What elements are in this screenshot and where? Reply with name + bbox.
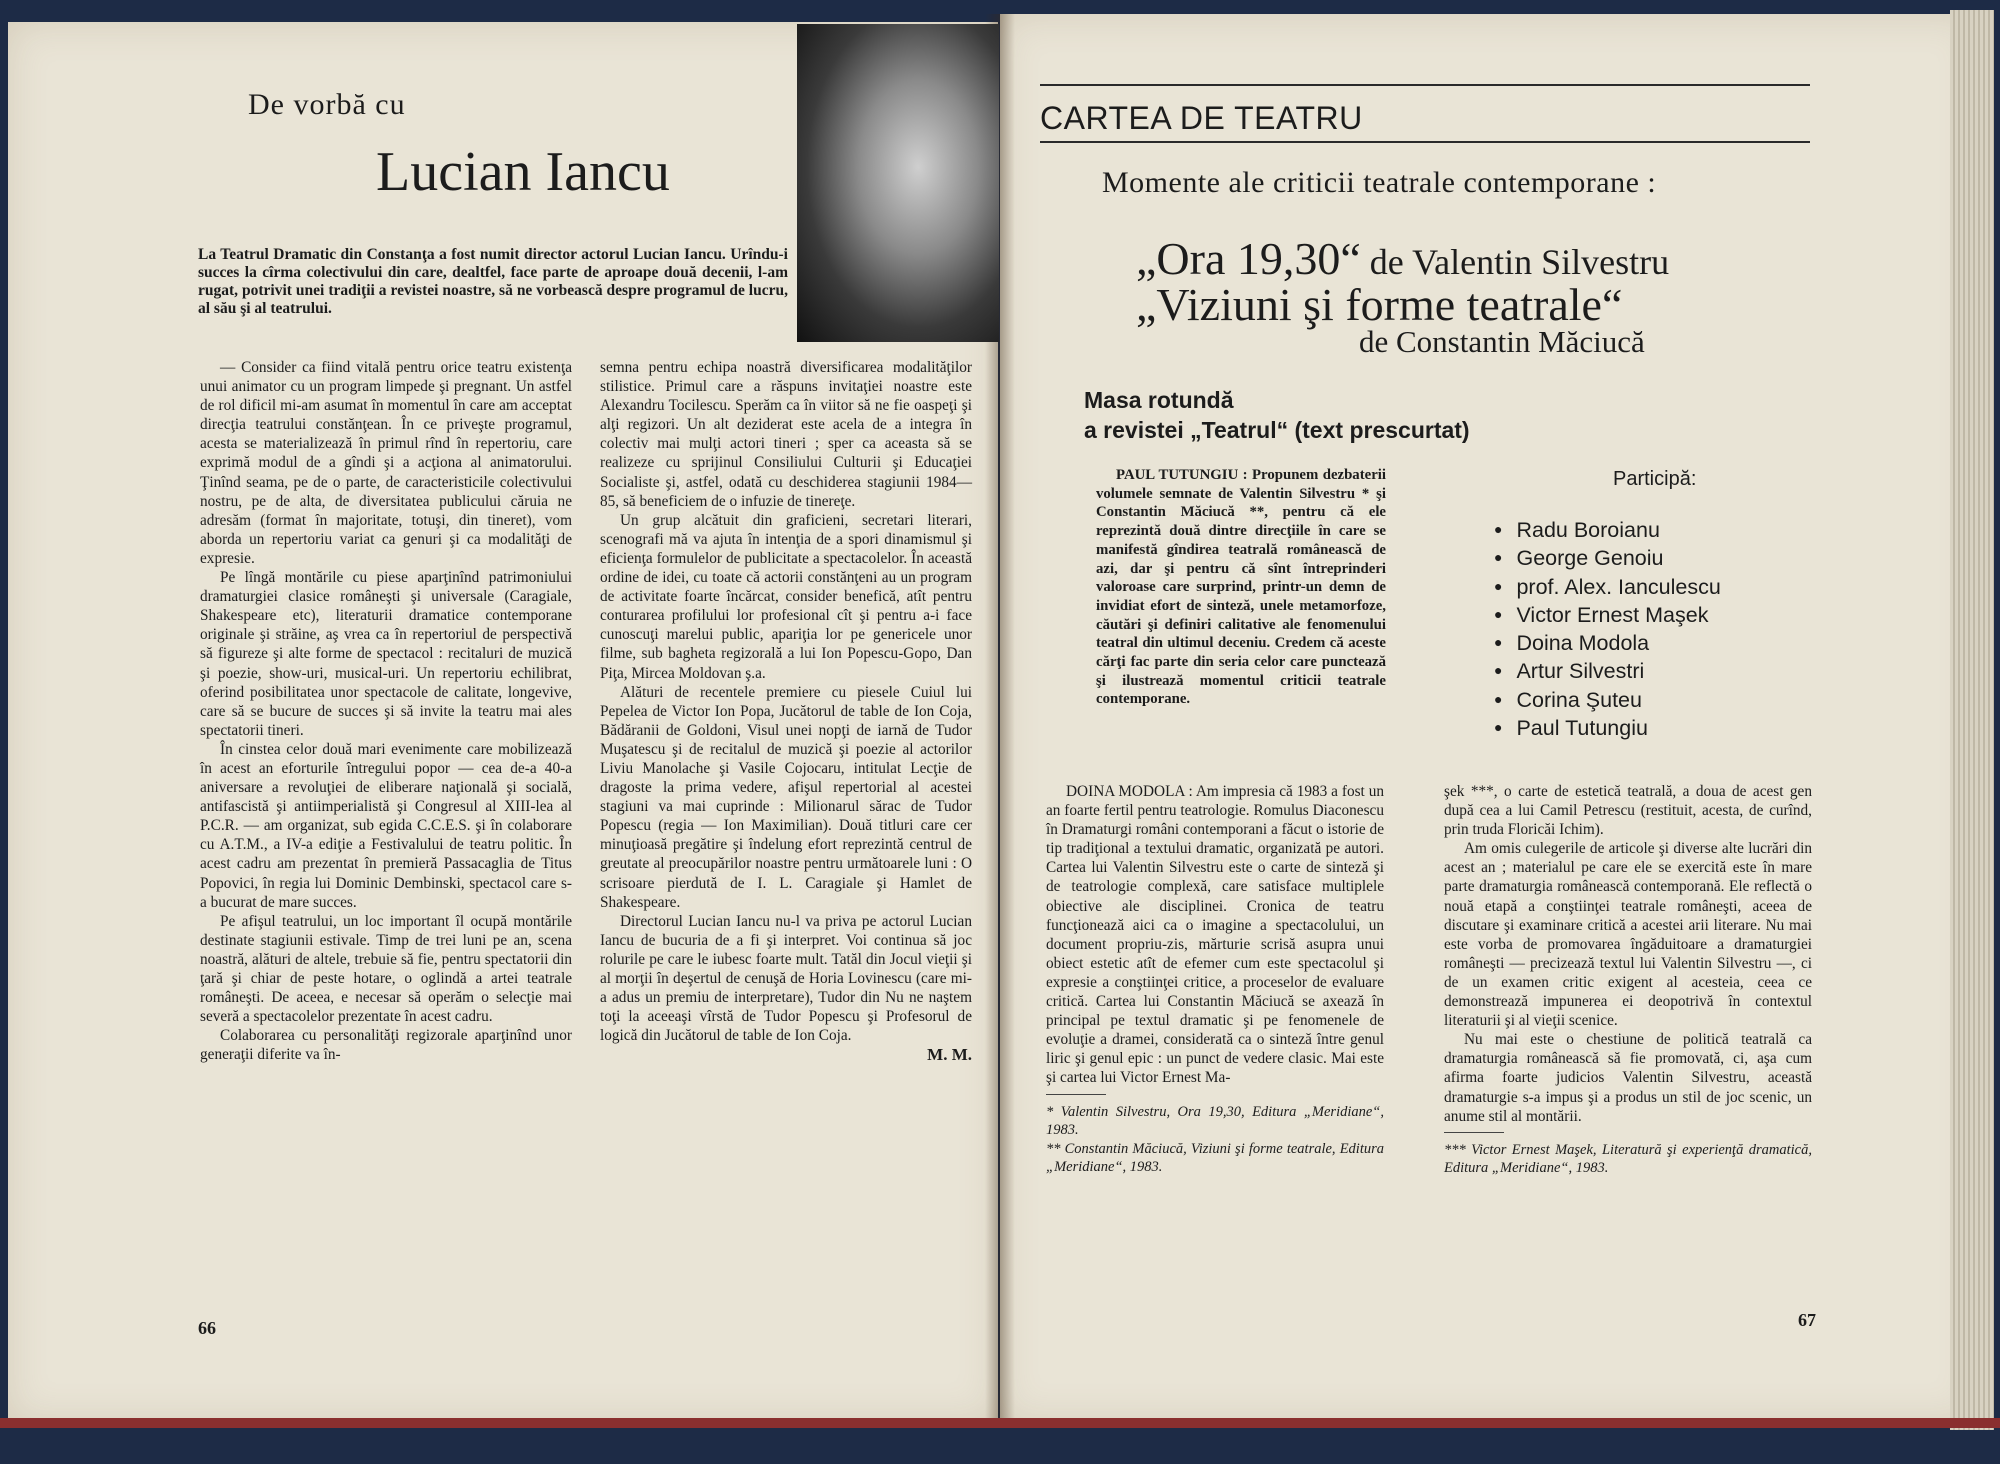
rule-top: [1040, 84, 1810, 86]
participants-list: [1494, 517, 1721, 743]
list-item: ● Artur Silvestri: [1494, 658, 1721, 686]
page-edges: [1950, 10, 1994, 1430]
footnotes: [1046, 1103, 1384, 1177]
tutungiu-intro: [1096, 466, 1386, 709]
book-2-author: de Constantin Măciucă: [1359, 324, 1645, 359]
right-column-1: [1046, 782, 1384, 1177]
series-title: Momente ale criticii teatrale contemporane :: [1102, 166, 1657, 199]
footnote: *** Victor Ernest Maşek, Literatură şi experienţă dramatică, Editura „Meridiane“, 1983.: [1444, 1141, 1812, 1177]
paragraph: DOINA MODOLA : Am impresia că 1983 a fost un an foarte fertil pentru teatrologie. Romulus Diaconescu în Dramaturgi români contemporani a făcut o istorie de tip tradiţional a textului dramatic, organizată pe autori. Cartea lui Valentin Silvestru este o carte de sinteză şi de teatrologie complexă, care satisface multiplele obiective ale disciplinei. Cronica de teatru funcţionează aici ca o imagine a spectacolului, un document propriu-zis, mărturie scrisă asupra unui obiect estetic atît de efemer cum este spectacolul şi expresie a conştiinţei critice, a proceselor de evaluare critică. Cartea lui Constantin Măciucă se axează în principal pe textul dramatic şi pe fenomenele de evoluţie a dramei, considerată ca o sinteză între genul liric şi genul epic : un punct de vedere clasic. Mai este şi cartea lui Victor Ernest Ma-: [1046, 783, 1384, 1087]
portrait-photo: [797, 24, 999, 342]
paragraph: — Consider ca fiind vitală pentru orice teatru existenţa unui animator cu un program limpede şi pregnant. Un astfel de rol dificil mi-am asumat în momentul în care am acceptat direcţia teatrului constănţean. În ce priveşte programul, acesta se materializează în primul rînd în repertoriu, care exprimă modul de a gîndi şi a acţiona al animatorului. Ţinînd seama, pe de o parte, de caracteristicile colectivului nostru, pe de alta, de diversitatea publicului căruia ne adresăm (format în majoritate, totuşi, din tineret), vom aborda un repertoriu variat ca genuri şi ca modalităţi de expresie.: [200, 359, 572, 567]
section-title: CARTEA DE TEATRU: [1040, 100, 1363, 136]
rule-bottom: [1040, 141, 1810, 143]
list-item: ● Radu Boroianu: [1494, 517, 1721, 545]
paragraph: Directorul Lucian Iancu nu-l va priva pe actorul Lucian Iancu de bucuria de a fi şi interpret. Voi continua să joc rolurile pe care le iubesc foarte mult. Tatăl din Jocul vieţii şi al morţii în deşertul de cenuşă de Horia Lovinescu (care mi-a adus un premiu de interpretare), Tudor din Nu ne naştem toţi la aceeaşi vîrstă de Tudor Popescu şi Profesorul de logică din Jucătorul de table de Ion Coja.: [600, 912, 972, 1045]
page-number-right: 67: [1798, 1310, 1816, 1330]
list-item: ● prof. Alex. Ianculescu: [1494, 574, 1721, 602]
book-1-author: de Valentin Silvestru: [1369, 242, 1670, 282]
left-column-2: [600, 358, 972, 1064]
footnote-rule: [1046, 1094, 1106, 1095]
paragraph: PAUL TUTUNGIU : Propunem dezbaterii volumele semnate de Valentin Silvestru * şi Constantin Măciucă **, pentru că ele reprezintă două dintre direcţiile în care se manifestă gîndirea teatrală românească de azi, dar şi pentru că sînt întreprinderi valoroase care surprind, printr-un demn de invidiat efort de sinteză, unele metamorfoze, căutări şi definiri calitative ale fenomenului teatral din ultimul deceniu. Credem că aceste cărţi fac parte din seria celor care punctează şi ilustrează momentul criticii teatrale contemporane.: [1096, 467, 1386, 708]
paragraph: În cinstea celor două mari evenimente care mobilizează în acest an eforturile întregului popor — cea de-a 40-a aniversare a revoluţiei de eliberare naţională şi socială, antifascistă şi antiimperialistă şi Congresul al XIII-lea al P.C.R. — am organizat, sub egida C.C.E.S. şi în colaborare cu A.T.M., a IV-a ediţie a Festivalului de teatru politic. În acest cadru am prezentat în premieră Passacaglia de Titus Popovici, în regia lui Dominic Dembinski, spectacol care s-a bucurat de mare succes.: [200, 740, 572, 911]
list-item: ● Victor Ernest Maşek: [1494, 602, 1721, 630]
paragraph: şek ***, o carte de estetică teatrală, a doua de acest gen după cea a lui Camil Petrescu (restituit, acesta, de curînd, prin truda Floricăi Ichim).: [1444, 783, 1812, 839]
list-item: ● Doina Modola: [1494, 630, 1721, 658]
paragraph: Pe lîngă montările cu piese aparţinînd patrimoniului dramaturgiei clasice româneşti şi universale (Caragiale, Shakespeare etc), literaturii dramatice contemporane originale şi străine, aş vrea ca în repertoriul de perspectivă să figureze şi alte forme de spectacol : recitaluri de muzică şi poezie, show-uri, musical-uri. Un repertoriu echilibrat, oferind posibilitatea unor spectacole de calitate, longevive, care să se bucure de succes şi să invite la teatru mai ales spectatorii tineri.: [200, 569, 572, 739]
footnote: * Valentin Silvestru, Ora 19,30, Editura „Meridiane“, 1983.: [1046, 1103, 1384, 1138]
interview-title: Lucian Iancu: [376, 141, 670, 203]
round-table-line-1: Masa rotundă: [1084, 387, 1234, 413]
book-2-title: „Viziuni şi forme teatrale“: [1136, 279, 1623, 330]
footnote: ** Constantin Măciucă, Viziuni şi forme teatrale, Editura „Meridiane“, 1983.: [1046, 1140, 1384, 1175]
paragraph: Nu mai este o chestiune de politică teatrală ca dramaturgia românească să fie promovată, ci, aşa cum afirma foarte judicios Valentin Silvestru, această dramaturgie s-a impus şi a produs un stil de joc scenic, un anume stil al montării.: [1444, 1031, 1812, 1125]
paragraph: Alături de recentele premiere cu piesele Cuiul lui Pepelea de Victor Ion Popa, Jucătorul de table de Ion Coja, Bădăranii de Goldoni, Visul unei nopţi de iarnă de Tudor Muşatescu şi de recitalul de muzică şi poezie al actorilor Liviu Manolache şi Vasile Cojocaru, intitulat Lecţie de dragoste la prima vedere, afişul repertorial al acestei stagiuni va mai cuprinde : Milionarul sărac de Tudor Popescu (regia — Ion Maximilian). Două titluri care cer minuţioasă pregătire şi îndelung efort reprezintă centrul de greutate al preocupărilor noastre pentru următoarele luni : O scrisoare pierdută de I. L. Caragiale şi Hamlet de Shakespeare.: [600, 683, 972, 911]
paragraph: Colaborarea cu personalităţi regizorale aparţinînd unor generaţii diferite va în-: [200, 1027, 572, 1064]
interview-kicker: De vorbă cu: [248, 88, 406, 121]
paragraph: Pe afişul teatrului, un loc important îl ocupă montările destinate stagiunii estivale. Timp de trei luni pe an, scena noastră, alături de altele, trebuie să fie, pentru spectatorii din ţară şi chiar de peste hotare, o oglindă a artei teatrale româneşti. De aceea, e necesar să operăm o selecţie mai severă a spectacolelor prezentate în acest cadru.: [200, 912, 572, 1026]
list-item: ● Corina Şuteu: [1494, 687, 1721, 715]
binding-edge: [0, 1418, 2000, 1428]
round-table-heading: [1084, 385, 1470, 445]
round-table-line-2: a revistei „Teatrul“ (text prescurtat): [1084, 417, 1470, 443]
paragraph: Am omis culegerile de articole şi diverse alte lucrări din acest an ; materialul pe care ele se exercită este în mare parte dramaturgia românească contemporană. Ele reflectă o nouă etapă a conştiinţei teatrale româneşti, aceea de discutare şi examinare critică a acestei arii literare. Nu mai este vorba de promovarea îngăduitoare a dramaturgiei româneşti — precizează textul lui Valentin Silvestru —, ci de un examen critic exigent al acesteia, ceea ce demonstrează impunerea ei deopotrivă în contextul literaturii şi al vieţii scenice.: [1444, 840, 1812, 1030]
paragraph: Un grup alcătuit din graficieni, secretari literari, scenografi mă va ajuta în intenţia de a spori dinamismul şi eficienţa formulelor de publicitate a spectacolelor. În această ordine de idei, cu toate că actorii constănţeni au un program de activitate foarte încărcat, consider benefică, atît pentru conturarea profilului lor profesional cît şi pentru a-i face cunoscuţi marelui public, apariţia lor pe genericele unor filme, sub bagheta regizorală a lui Ion Popescu-Gopo, Dan Piţa, Mircea Moldovan ş.a.: [600, 511, 972, 682]
book-1-title: „Ora 19,30“: [1136, 233, 1361, 284]
left-column-1: [200, 358, 572, 1064]
participants-title: Participă:: [1613, 468, 1697, 490]
list-item: ● Paul Tutungiu: [1494, 715, 1721, 743]
page-number-left: 66: [198, 1318, 216, 1338]
right-page: [1000, 14, 1978, 1422]
list-item: ● George Genoiu: [1494, 545, 1721, 573]
author-signature: M. M.: [927, 1045, 972, 1065]
right-column-2: [1444, 782, 1812, 1178]
footnote-rule: [1444, 1132, 1504, 1133]
paragraph: semna pentru echipa noastră diversificarea modalităţilor stilistice. Primul care a răspuns invitaţiei noastre este Alexandru Tocilescu. Sperăm ca în viitor să ne fie oaspeţi şi alţi regizori. Un alt deziderat este acela de a integra în colectiv mai mulţi actori tineri ; sper ca aceasta să se realizeze cu sprijinul Consiliului Culturii şi Educaţiei Socialiste şi, astfel, odată cu deschiderea stagiunii 1984—85, să beneficiem de o infuzie de tinereţe.: [600, 359, 972, 510]
interview-intro: La Teatrul Dramatic din Constanţa a fost numit director actorul Lucian Iancu. Urîndu-i succes la cîrma colectivului din care, dealtfel, face parte de aproape două decenii, l-am rugat, potrivit unei tradiţii a revistei noastre, să ne vorbească despre programul de lucru, al său şi al teatrului.: [198, 246, 788, 317]
